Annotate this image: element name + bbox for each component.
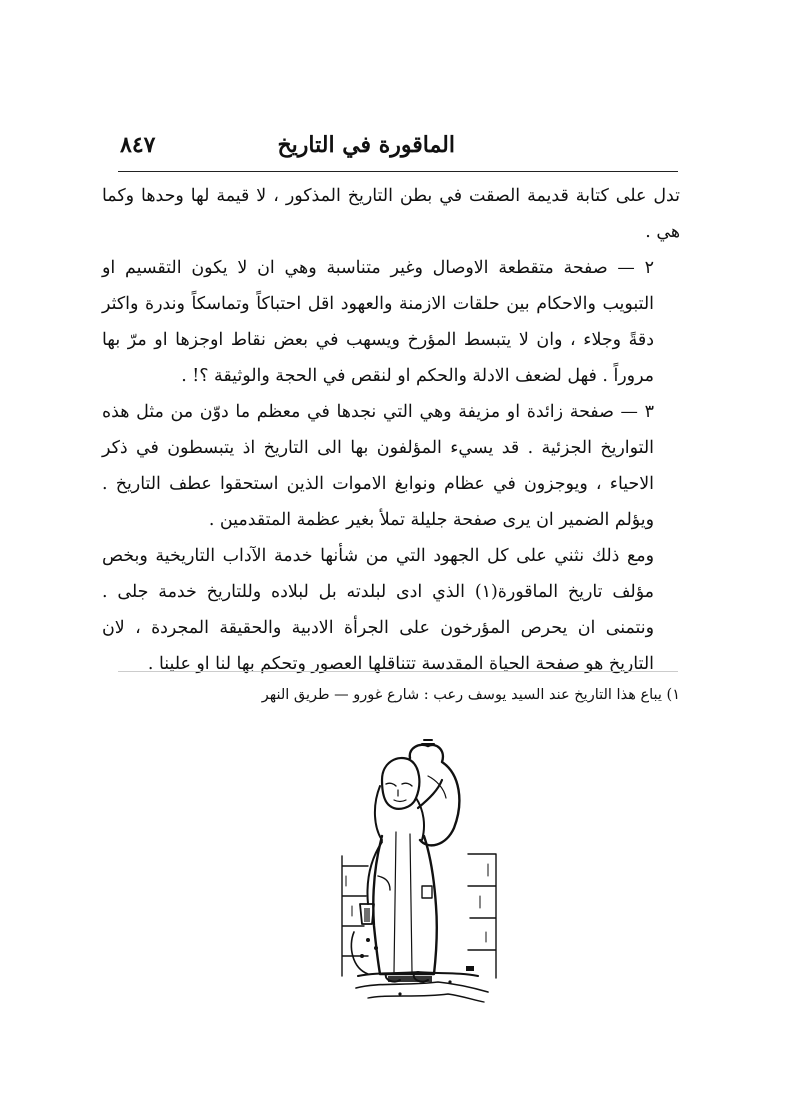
- paragraph-2: ٢ — صفحة متقطعة الاوصال وغير متناسبة وهي ان لا يكون التقسيم او التبويب والاحكام بين حلقات الازمنة والعهود اقل احتباكاً وتماسكاً وندرة واكثر دقةً وجلاء ، وان لا يتبسط المؤرخ ويسهب في بعض نقاط اوجزها او مرّ بها مروراً . فهل لضعف الادلة والحكم او لنقص في الحجة والوثيقة ؟! .: [102, 258, 654, 386]
- woman-carrying-water-jar-icon: [338, 736, 498, 1028]
- section-divider: [118, 671, 678, 672]
- page-number: ٨٤٧: [120, 132, 156, 158]
- paragraph-3: ٣ — صفحة زائدة او مزيفة وهي التي نجدها في معظم ما دوّن من مثل هذه التواريخ الجزئية . قد يسيء المؤلفون بها الى التاريخ اذ يتبسطون في ذكر الاحياء ، ويوجزون في عظام ونوابغ الاموات الذين استحقوا عطف التاريخ . ويؤلم الضمير ان يرى صفحة جليلة تملأ بغير عظمة المتقدمين .: [102, 402, 654, 530]
- page-header: [120, 132, 680, 166]
- header-divider: [118, 171, 678, 172]
- paragraph-4: ومع ذلك نثني على كل الجهود التي من شأنها خدمة الآداب التاريخية وبخص مؤلف تاريخ الماقورة(١) الذي ادى لبلدته بل لبلاده وللتاريخ خدمة جلى . ونتمنى ان يحرص المؤرخون على الجرأة الادبية والحقيقة المجردة ، لان التاريخ هو صفحة الحياة المقدسة تتناقلها العصور وتحكم بها لنا او علينا .: [102, 546, 654, 674]
- running-title: الماقورة في التاريخ: [277, 132, 455, 158]
- paragraph-1: تدل على كتابة قديمة الصقت في بطن التاريخ المذكور ، لا قيمة لها وحدها وكما هي .: [102, 186, 680, 242]
- article-body: [102, 178, 680, 682]
- footnote: ١) يباع هذا التاريخ عند السيد يوسف رعب : شارع غورو — طريق النهر: [261, 687, 680, 703]
